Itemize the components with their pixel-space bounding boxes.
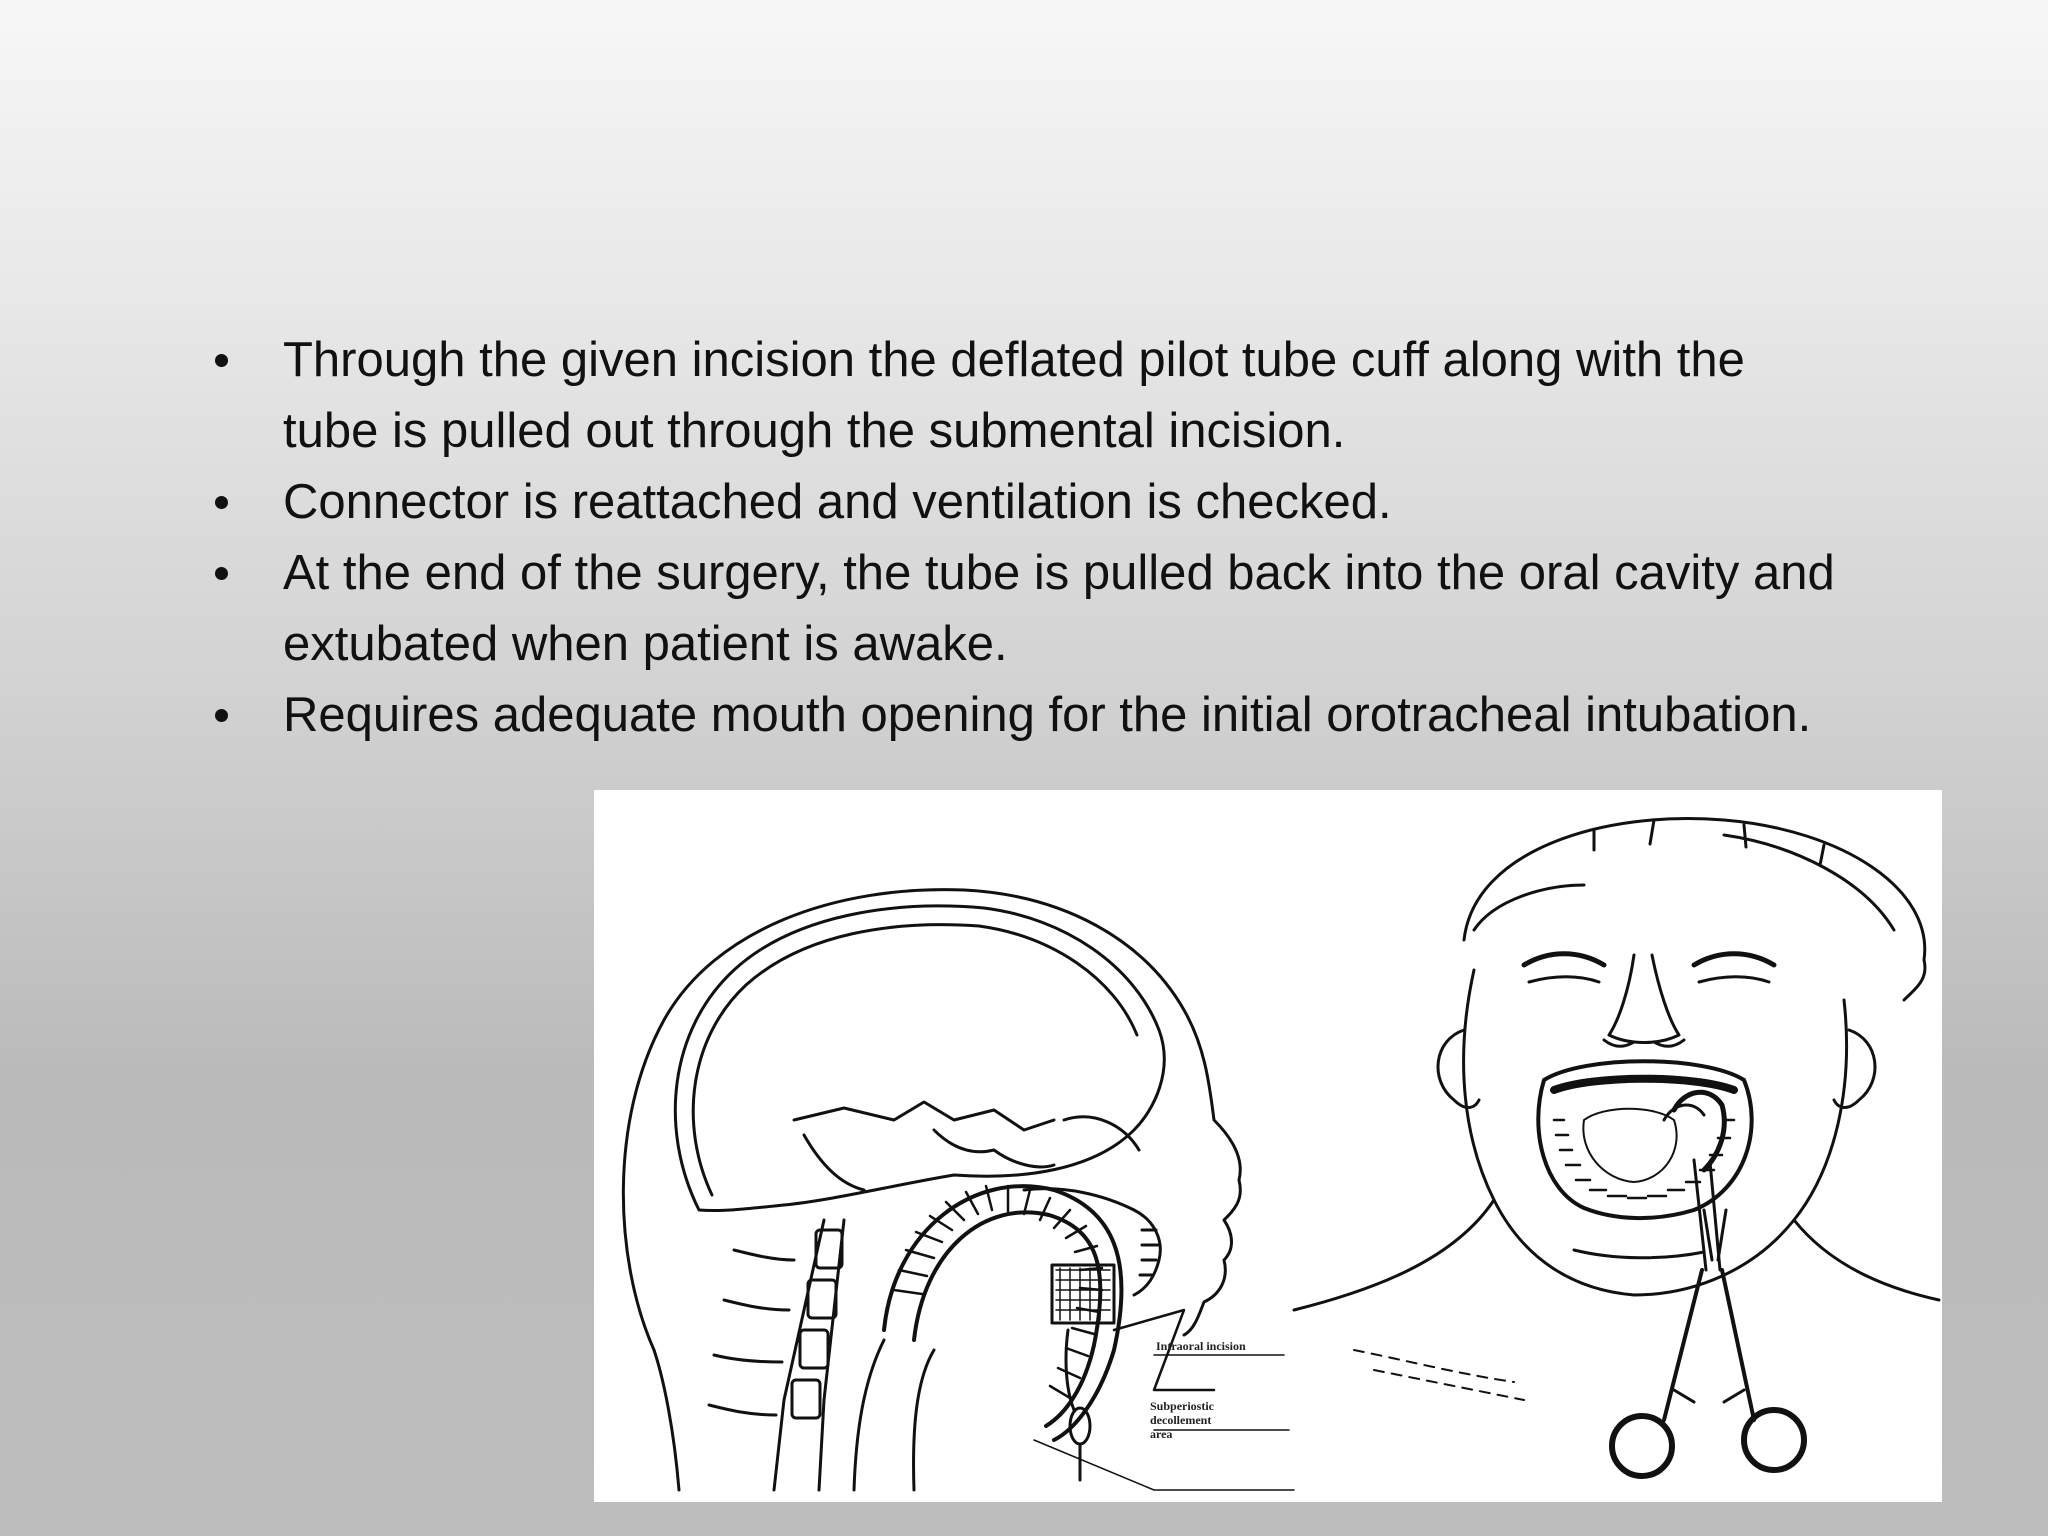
bullet-item [210,325,1850,467]
bullet-dot-icon [215,354,228,367]
medical-illustration [594,790,1942,1502]
bullet-dot-icon [215,567,228,580]
bullet-list [210,325,1850,751]
bullet-item [210,680,1850,751]
bullet-item [210,538,1850,680]
submental-intubation-drawing [594,790,1942,1502]
label-subperiostic: Subperiostic [1150,1399,1215,1413]
bullet-text: Requires adequate mouth opening for the initial orotracheal intubation. [283,688,1812,742]
bullet-dot-icon [215,496,228,509]
frontal-face [1294,819,1939,1477]
bullet-item [210,467,1850,538]
label-area: area [1150,1427,1173,1441]
bullet-text: Connector is reattached and ventilation is checked. [283,475,1392,529]
bullet-text: Through the given incision the deflated pilot tube cuff along with the tube is pulled out through the submental incision. [283,333,1745,458]
label-intraoral-incision: Intraoral incision [1156,1339,1246,1353]
label-decollement: decollement [1150,1413,1212,1427]
bullet-text: At the end of the surgery, the tube is pulled back into the oral cavity and extubated when patient is awake. [283,546,1835,671]
bullet-dot-icon [215,709,228,722]
